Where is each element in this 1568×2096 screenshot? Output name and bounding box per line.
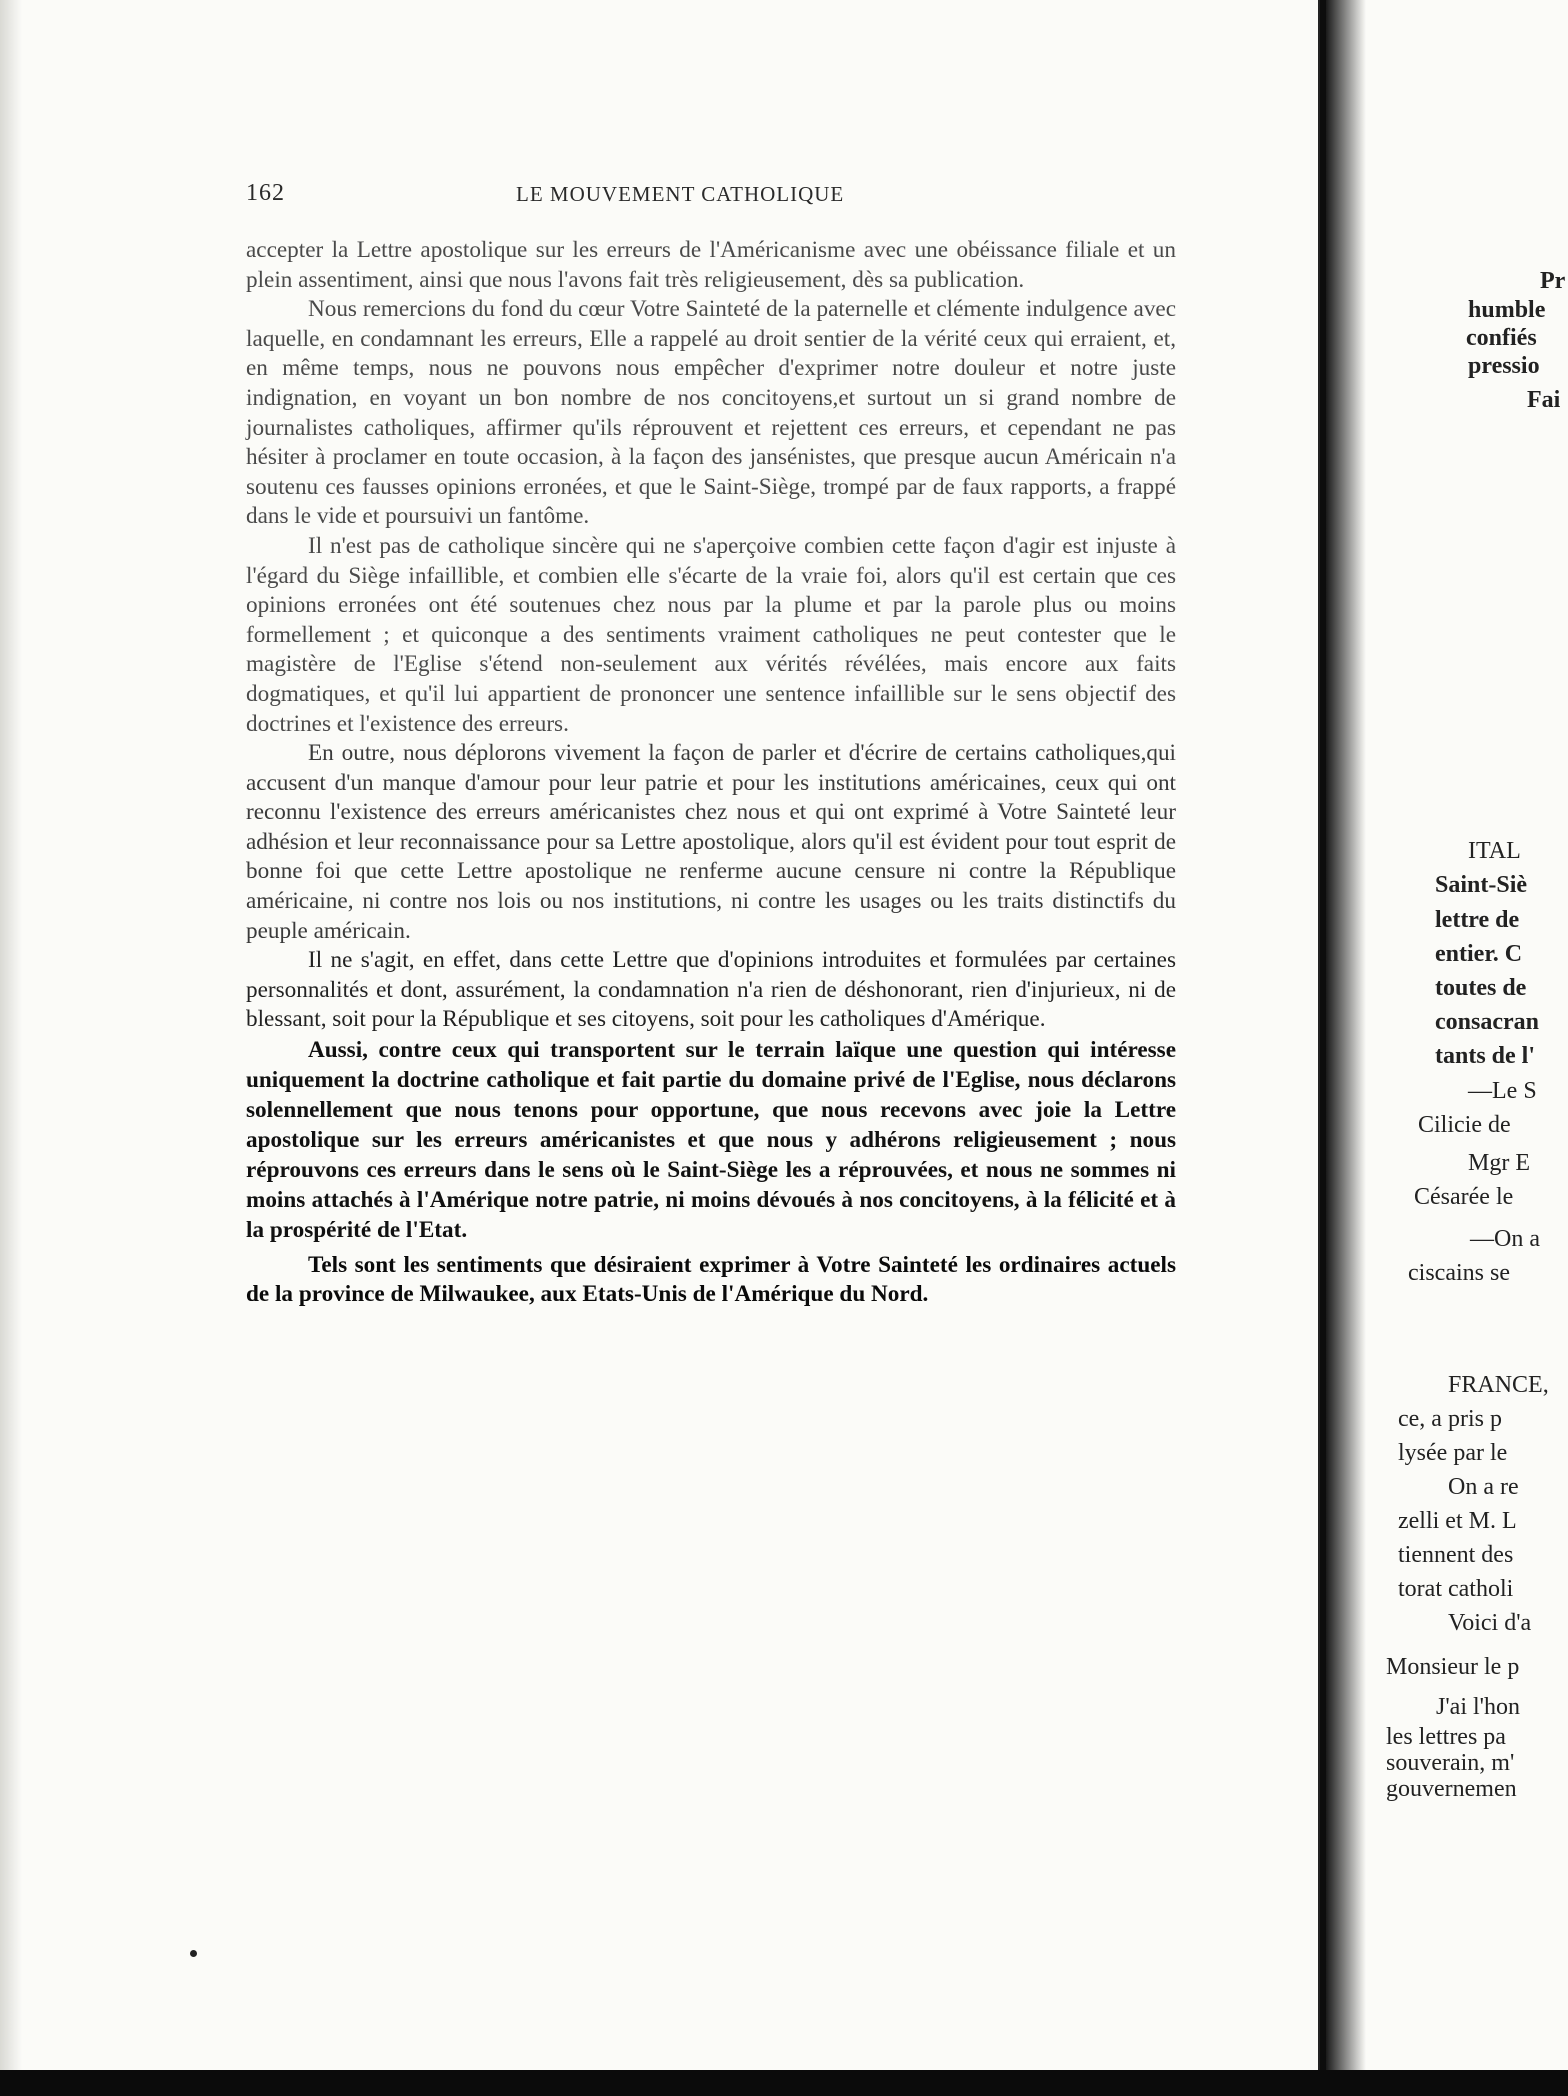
right-page-fragment: ce, a pris p <box>1398 1406 1502 1432</box>
running-title: LE MOUVEMENT CATHOLIQUE <box>516 182 845 206</box>
right-page-fragment: humble <box>1468 297 1546 323</box>
right-page-fragment: Monsieur le p <box>1386 1654 1520 1680</box>
right-page-fragment: lysée par le <box>1398 1440 1508 1466</box>
right-page-fragment: ITAL <box>1468 838 1521 864</box>
right-page-fragment: Voici d'a <box>1448 1610 1532 1636</box>
paragraph: accepter la Lettre apostolique sur les erreurs de l'Américanisme avec une obéissance filiale et un plein assentiment, ainsi que nous l'avons fait très religieusement, dès sa publication. <box>246 237 1176 293</box>
right-page-fragment: tants de l' <box>1435 1043 1536 1069</box>
right-page-fragment: Pr <box>1540 268 1566 294</box>
right-page-fragment: entier. C <box>1435 941 1523 967</box>
right-page-fragment: torat catholi <box>1398 1576 1514 1602</box>
paragraph: Nous remercions du fond du cœur Votre Sainteté de la paternelle et clémente indulgence avec laquelle, en condamnant les erreurs, Elle a rappelé au droit sentier de la vérité ceux qui erraient, et, en même temps, nous ne pouvons nous empêcher d'exprimer notre douleur et notre juste indignation, en voyant un bon nombre de nos concitoyens,et surtout un si grand nombre de journalistes catholiques, affirmer qu'ils réprouvent et rejettent ces erreurs, et cependant ne pas hésiter à proclamer en toute occasion, à la façon des jansénistes, que presque aucun Américain n'a soutenu ces fausses opinions erronées, et que le Saint-Siège, trompé par de faux rapports, a frappé dans le vide et poursuivi un fantôme. <box>246 296 1176 530</box>
right-page-fragment: Cilicie de <box>1418 1112 1511 1138</box>
right-page-fragment: zelli et M. L <box>1398 1508 1517 1534</box>
right-page-fragment: pressio <box>1468 353 1540 379</box>
paragraph: Il ne s'agit, en effet, dans cette Lettre que d'opinions introduites et formulées par certaines personnalités et dont, assurément, la condamnation n'a rien de déshonorant, rien d'injurieux, ni de blessant, soit pour la République et ses citoyens, soit pour les catholiques d'Amérique. <box>246 947 1176 1033</box>
right-page-fragment: confiés <box>1466 325 1537 351</box>
right-page-fragment: tiennent des <box>1398 1542 1514 1568</box>
right-page-fragment: lettre de <box>1435 907 1520 933</box>
right-page-fragment: ciscains se <box>1408 1260 1510 1286</box>
right-page-fragment: Mgr E <box>1468 1150 1530 1176</box>
right-page-fragment: gouvernemen <box>1386 1776 1517 1802</box>
paragraph: En outre, nous déplorons vivement la façon de parler et d'écrire de certains catholiques,qui accusent d'un manque d'amour pour leur patrie et pour les institutions américaines, ceux qui ont reconnu l'existence des erreurs américanistes chez nous et qui ont exprimé à Votre Sainteté leur adhésion et leur reconnaissance pour sa Lettre apostolique, alors qu'il est évident pour tout esprit de bonne foi que cette Lettre apostolique ne renferme aucune censure ni contre la République américaine, ni contre nos lois ou nos institutions, ni contre les usages ou les traits distinctifs du peuple américain. <box>246 740 1176 944</box>
paragraph: Aussi, contre ceux qui transportent sur le terrain laïque une question qui intéresse uniquement la doctrine catholique et fait partie du domaine privé de l'Eglise, nous déclarons solennellement que nous tenons pour opportune, que nous recevons avec joie la Lettre apostolique sur les erreurs américanistes et que nous y adhérons religieusement ; nous réprouvons ces erreurs dans le sens où le Saint-Siège les a réprouvées, et nous ne sommes ni moins attachés à l'Amérique notre patrie, ni moins dévoués à nos concitoyens, à la félicité et à la prospérité de l'Etat. <box>246 1037 1176 1244</box>
right-page-fragment: On a re <box>1448 1474 1519 1500</box>
right-page-fragment: Césarée le <box>1414 1184 1514 1210</box>
ink-spot <box>190 1950 197 1957</box>
paragraph: Il n'est pas de catholique sincère qui ne s'aperçoive combien cette façon d'agir est injuste à l'égard du Siège infaillible, et combien elle s'écarte de la vraie foi, alors qu'il est certain que ces opinions erronées ont été soutenues chez nous par la plume et par la parole plus ou moins formellement ; et quiconque a des sentiments vraiment catholiques ne peut contester que le magistère de l'Eglise s'étend non-seulement aux vérités révélées, mais encore aux faits dogmatiques, et qu'il lui appartient de prononcer une sentence infaillible sur le sens objectif des doctrines et l'existence des erreurs. <box>246 532 1176 737</box>
body-text <box>246 236 1176 1309</box>
right-page-fragment: souverain, m' <box>1386 1750 1515 1776</box>
right-page-fragment: J'ai l'hon <box>1436 1694 1520 1720</box>
page-number: 162 <box>246 180 285 206</box>
right-page-fragment: —Le S <box>1468 1078 1537 1104</box>
bottom-scan-edge <box>0 2070 1568 2096</box>
right-page-fragment: Fai <box>1527 387 1561 413</box>
right-page-fragment: FRANCE, <box>1448 1372 1549 1398</box>
right-page-fragment: toutes de <box>1435 975 1527 1001</box>
right-page-fragment: les lettres pa <box>1386 1724 1506 1750</box>
paragraph: Tels sont les sentiments que désiraient exprimer à Votre Sainteté les ordinaires actuels de la province de Milwaukee, aux Etats-Unis de l'Amérique du Nord. <box>246 1252 1176 1308</box>
right-page-fragment: consacran <box>1435 1009 1539 1035</box>
right-page-fragment: —On a <box>1470 1226 1540 1252</box>
right-page-fragment: Saint-Siè <box>1435 872 1528 898</box>
